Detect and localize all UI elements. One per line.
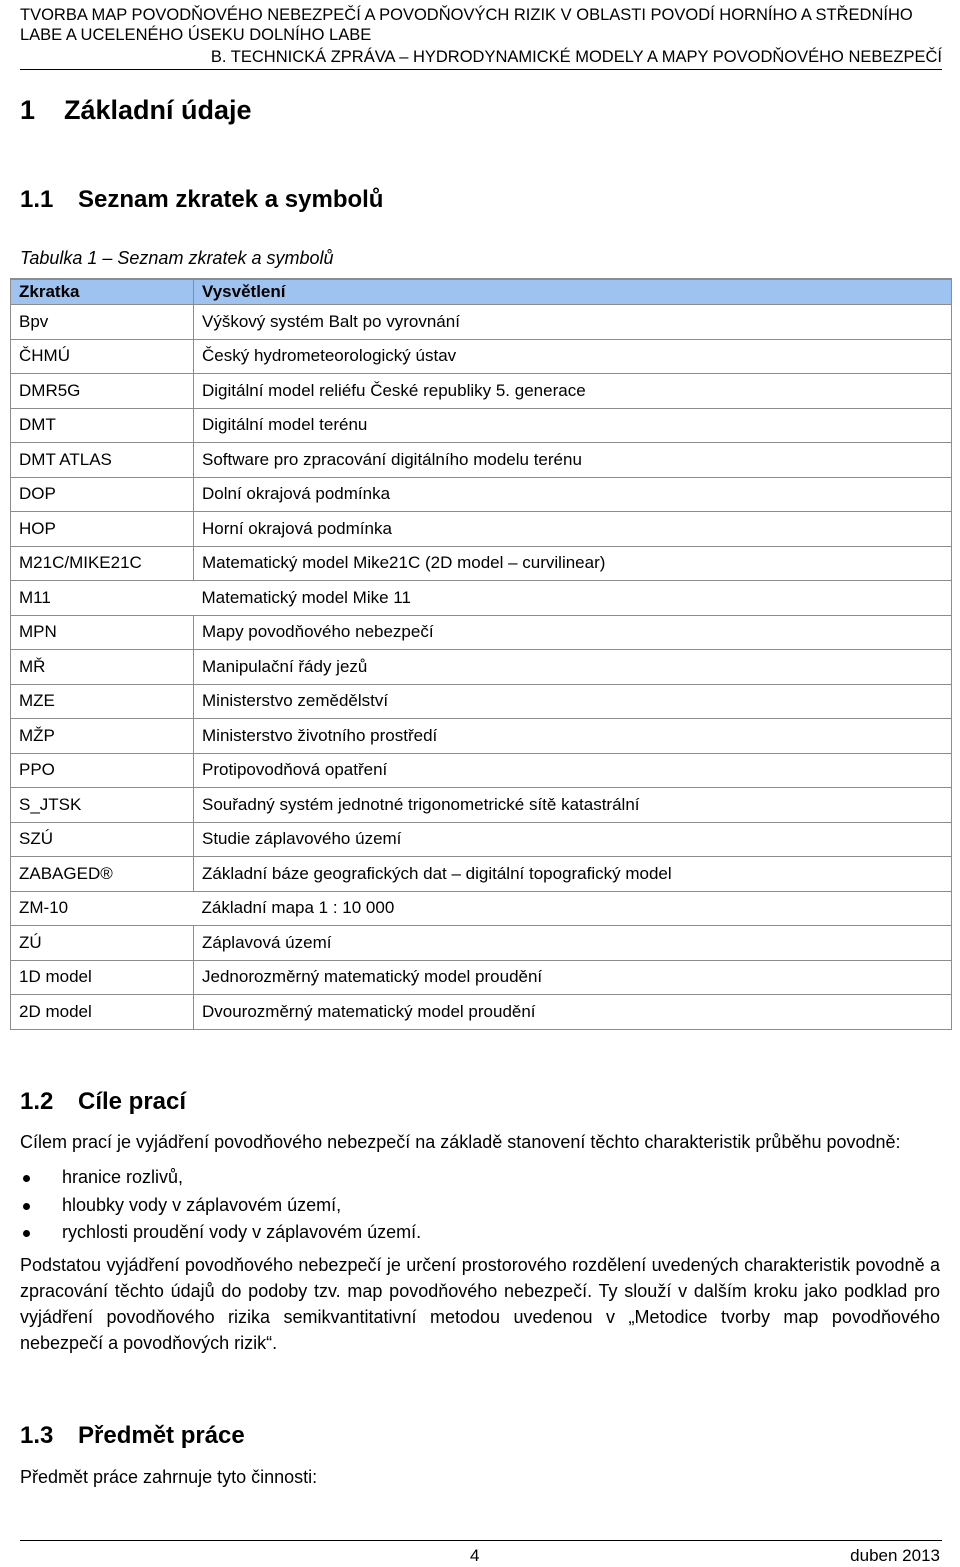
header-line-3: B. TECHNICKÁ ZPRÁVA – HYDRODYNAMICKÉ MODELY A MAPY POVODŇOVÉHO NEBEZPEČÍ [210, 48, 942, 66]
table-row [11, 926, 952, 961]
list-item-text: hloubky vody v záplavovém území, [62, 1194, 342, 1215]
explanation-cell: Záplavová území [194, 926, 952, 961]
table-row [11, 857, 952, 892]
explanation-cell: Základní báze geografických dat – digitální topografický model [194, 857, 952, 892]
section-heading-1-3 [20, 1420, 245, 1452]
header-line-2: LABE A UCELENÉHO ÚSEKU DOLNÍHO LABE [20, 26, 372, 44]
table-row [11, 650, 952, 685]
bullet-icon [23, 1230, 30, 1237]
explanation-cell: Dolní okrajová podmínka [194, 477, 952, 512]
section-heading-1-1 [20, 184, 383, 216]
list-item [20, 1164, 421, 1192]
abbr-cell: MPN [11, 615, 194, 650]
abbr-cell: SZÚ [11, 822, 194, 857]
section-heading-1-2 [20, 1086, 186, 1118]
table-row [11, 546, 952, 581]
table-caption: Tabulka 1 – Seznam zkratek a symbolů [20, 248, 334, 268]
column-header-abbr: Zkratka [11, 279, 194, 305]
explanation-cell: Horní okrajová podmínka [194, 512, 952, 547]
table-row [11, 995, 952, 1030]
list-item-text: rychlosti proudění vody v záplavovém území. [62, 1222, 422, 1242]
abbr-cell: DOP [11, 477, 194, 512]
bullet-icon [23, 1203, 30, 1210]
section-number: 1.3 [20, 1422, 54, 1449]
table-header-row [11, 279, 952, 305]
explanation-cell: Jednorozměrný matematický model proudění [194, 960, 952, 995]
section-paragraph: Podstatou vyjádření povodňového nebezpečí je určení prostorového rozdělení uvedených charakteristik povodně a zpracování těchto údajů do podoby tzv. map povodňového nebezpečí. Ty slouží v dalším kroku jako podklad pro vyjádření povodňového rizika semikvantitativní metodou uvedenou v „Metodice tvorby map povodňového nebezpečí a povodňových rizik“. [20, 1255, 940, 1353]
table-row [11, 684, 952, 719]
explanation-cell: Studie záplavového území [194, 822, 952, 857]
explanation-cell: Dvourozměrný matematický model proudění [194, 995, 952, 1030]
abbr-cell: HOP [11, 512, 194, 547]
explanation-cell: Ministerstvo zemědělství [194, 684, 952, 719]
chapter-number: 1 [20, 95, 36, 125]
abbr-cell: MŘ [11, 650, 194, 685]
abbr-cell: ZM-10 [11, 891, 194, 926]
list-item [20, 1219, 421, 1247]
table-row [11, 339, 952, 374]
chapter-heading [20, 92, 252, 128]
explanation-cell: Matematický model Mike21C (2D model – curvilinear) [194, 546, 952, 581]
abbr-cell: ČHMÚ [11, 339, 194, 374]
table-row [11, 477, 952, 512]
bullet-icon [23, 1175, 30, 1182]
table-row [11, 891, 952, 926]
header-rule [20, 69, 942, 70]
abbr-cell: ZABAGED® [11, 857, 194, 892]
explanation-cell: Souřadný systém jednotné trigonometrické sítě katastrální [194, 788, 952, 823]
explanation-cell: Digitální model reliéfu České republiky 5. generace [194, 374, 952, 409]
section-title: Seznam zkratek a symbolů [78, 186, 384, 213]
table-row [11, 305, 952, 340]
explanation-cell: Ministerstvo životního prostředí [194, 719, 952, 754]
explanation-cell: Manipulační řády jezů [194, 650, 952, 685]
explanation-cell: Protipovodňová opatření [194, 753, 952, 788]
section-intro: Cílem prací je vyjádření povodňového nebezpečí na základě stanovení těchto charakteristik průběhu povodně: [20, 1132, 901, 1152]
abbr-cell: PPO [11, 753, 194, 788]
footer-rule [20, 1540, 942, 1541]
abbr-cell: ZÚ [11, 926, 194, 961]
abbr-cell: M21C/MIKE21C [11, 546, 194, 581]
explanation-cell: Digitální model terénu [194, 408, 952, 443]
header-line-1: TVORBA MAP POVODŇOVÉHO NEBEZPEČÍ A POVODŇOVÝCH RIZIK V OBLASTI POVODÍ HORNÍHO A STŘEDNÍHO [20, 6, 913, 24]
table-row [11, 615, 952, 650]
table-row [11, 719, 952, 754]
abbr-cell: Bpv [11, 305, 194, 340]
column-header-explanation: Vysvětlení [194, 279, 952, 305]
abbr-cell: DMT ATLAS [11, 443, 194, 478]
abbr-cell: 1D model [11, 960, 194, 995]
explanation-cell: Výškový systém Balt po vyrovnání [194, 305, 952, 340]
explanation-cell: Matematický model Mike 11 [194, 581, 952, 616]
section-number: 1.2 [20, 1088, 54, 1115]
abbr-cell: 2D model [11, 995, 194, 1030]
table-row [11, 753, 952, 788]
table-row [11, 822, 952, 857]
abbreviations-table [10, 278, 952, 1030]
abbr-cell: DMT [11, 408, 194, 443]
abbr-cell: M11 [11, 581, 194, 616]
table-row [11, 443, 952, 478]
abbr-cell: S_JTSK [11, 788, 194, 823]
explanation-cell: Základní mapa 1 : 10 000 [194, 891, 952, 926]
explanation-cell: Český hydrometeorologický ústav [194, 339, 952, 374]
section-intro: Předmět práce zahrnuje tyto činnosti: [20, 1467, 318, 1487]
section-title: Cíle prací [78, 1088, 187, 1115]
table-row [11, 512, 952, 547]
page-number: 4 [470, 1546, 480, 1565]
explanation-cell: Mapy povodňového nebezpečí [194, 615, 952, 650]
table-row [11, 408, 952, 443]
chapter-title: Základní údaje [64, 95, 252, 125]
goals-list [20, 1164, 421, 1247]
section-number: 1.1 [20, 186, 54, 213]
table-row [11, 374, 952, 409]
section-title: Předmět práce [78, 1422, 245, 1449]
abbr-cell: MZE [11, 684, 194, 719]
abbr-cell: MŽP [11, 719, 194, 754]
explanation-cell: Software pro zpracování digitálního modelu terénu [194, 443, 952, 478]
table-row [11, 960, 952, 995]
abbr-cell: DMR5G [11, 374, 194, 409]
list-item-text: hranice rozlivů, [62, 1167, 184, 1187]
table-row [11, 788, 952, 823]
list-item [20, 1192, 421, 1220]
footer-date: duben 2013 [850, 1546, 940, 1565]
table-row [11, 581, 952, 616]
